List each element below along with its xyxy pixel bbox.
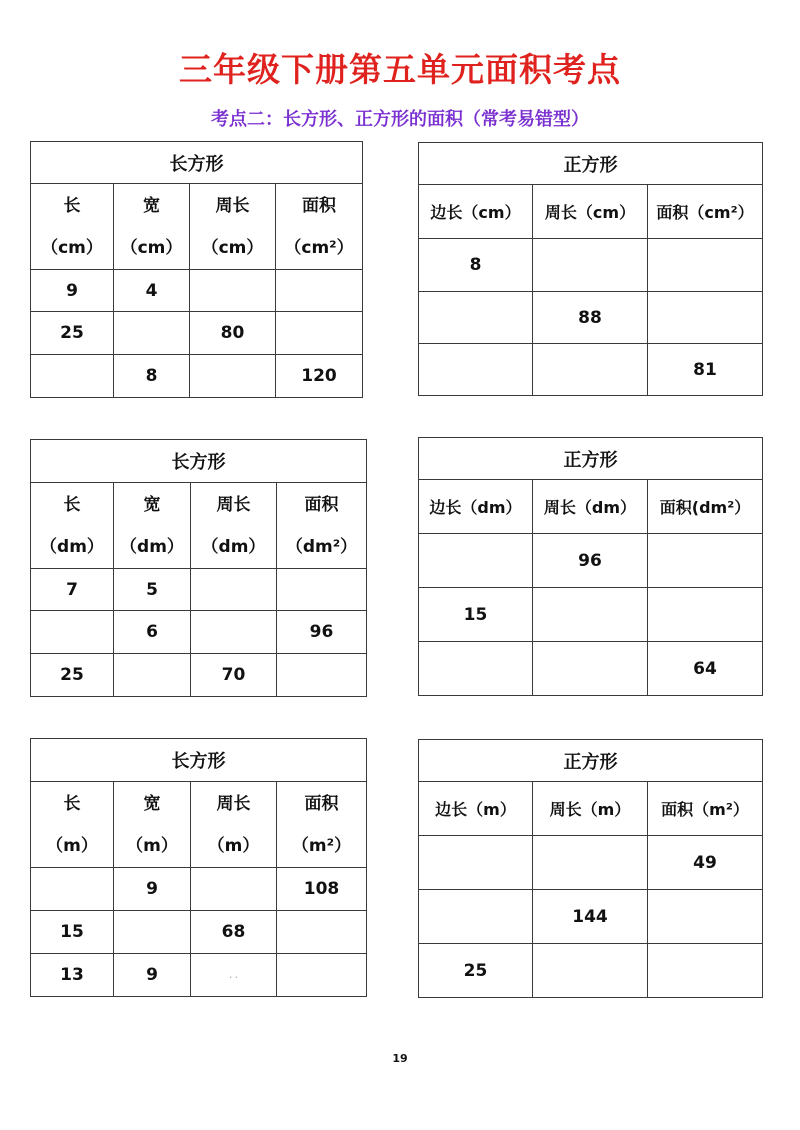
header-perimeter: 周长 （dm） — [191, 483, 277, 569]
cell-width[interactable] — [114, 312, 190, 355]
cell-perimeter[interactable] — [533, 588, 648, 642]
cell-area[interactable]: 120 — [276, 355, 363, 398]
cell-area[interactable] — [277, 954, 367, 997]
rectangle-table-dm — [30, 439, 367, 697]
cell-perimeter[interactable]: 68 — [191, 911, 277, 954]
page-title: 三年级下册第五单元面积考点 — [179, 50, 621, 89]
cell-perimeter[interactable] — [190, 355, 276, 398]
cell-area[interactable]: 49 — [648, 836, 763, 890]
cell-area[interactable]: 108 — [277, 868, 367, 911]
cell-side[interactable] — [419, 890, 533, 944]
section-subtitle: 考点二：长方形、正方形的面积（常考易错型） — [211, 109, 589, 130]
cell-perimeter[interactable]: 80 — [190, 312, 276, 355]
table-row — [31, 954, 367, 997]
cell-width[interactable]: 8 — [114, 355, 190, 398]
cell-perimeter[interactable]: 144 — [533, 890, 648, 944]
cell-length[interactable]: 15 — [31, 911, 114, 954]
cell-perimeter[interactable] — [533, 239, 648, 292]
cell-area[interactable]: 81 — [648, 344, 763, 396]
cell-area[interactable] — [277, 569, 367, 611]
cell-length[interactable]: 7 — [31, 569, 114, 611]
cell-width[interactable]: 9 — [114, 868, 191, 911]
cell-width[interactable]: 4 — [114, 270, 190, 312]
cell-side[interactable] — [419, 292, 533, 344]
cell-area[interactable] — [276, 312, 363, 355]
cell-area[interactable] — [648, 534, 763, 588]
cell-length[interactable]: 9 — [31, 270, 114, 312]
square-table-dm — [418, 437, 763, 696]
cell-length[interactable]: 13 — [31, 954, 114, 997]
cell-perimeter[interactable] — [190, 270, 276, 312]
table-caption: 正方形 — [419, 438, 763, 480]
rectangle-table-cm — [30, 141, 363, 398]
cell-width[interactable]: 5 — [114, 569, 191, 611]
cell-width[interactable]: 9 — [114, 954, 191, 997]
table-row — [419, 642, 763, 696]
header-width: 宽 （cm） — [114, 184, 190, 270]
cell-area[interactable] — [648, 944, 763, 998]
table-row — [419, 344, 763, 396]
cell-perimeter[interactable] — [191, 954, 277, 997]
cell-area[interactable] — [648, 292, 763, 344]
header-perimeter: 周长（cm） — [533, 185, 648, 239]
smudge-mark: · · — [229, 973, 238, 982]
header-area: 面积(dm²） — [648, 480, 763, 534]
header-width: 宽 （m） — [114, 782, 191, 868]
cell-length[interactable]: 25 — [31, 312, 114, 355]
cell-width[interactable] — [114, 654, 191, 697]
table-row — [419, 534, 763, 588]
header-area: 面积 （dm²） — [277, 483, 367, 569]
cell-side[interactable]: 8 — [419, 239, 533, 292]
cell-length[interactable]: 25 — [31, 654, 114, 697]
square-table-cm — [418, 142, 763, 396]
cell-perimeter[interactable]: 96 — [533, 534, 648, 588]
header-area: 面积 （cm²） — [276, 184, 363, 270]
table-row — [31, 569, 367, 611]
cell-side[interactable]: 25 — [419, 944, 533, 998]
header-side: 边长（dm） — [419, 480, 533, 534]
table-row — [31, 312, 363, 355]
cell-width[interactable] — [114, 911, 191, 954]
page-number: 19 — [392, 1052, 408, 1065]
cell-length[interactable] — [31, 355, 114, 398]
header-side: 边长（m） — [419, 782, 533, 836]
header-area: 面积（cm²） — [648, 185, 763, 239]
header-length: 长 （dm） — [31, 483, 114, 569]
table-row — [31, 911, 367, 954]
cell-perimeter[interactable] — [533, 642, 648, 696]
cell-side[interactable] — [419, 642, 533, 696]
header-length: 长 （cm） — [31, 184, 114, 270]
cell-perimeter[interactable] — [191, 868, 277, 911]
cell-length[interactable] — [31, 611, 114, 654]
cell-area[interactable]: 64 — [648, 642, 763, 696]
cell-perimeter[interactable] — [191, 611, 277, 654]
table-row — [31, 270, 363, 312]
cell-side[interactable] — [419, 344, 533, 396]
table-row — [419, 239, 763, 292]
cell-side[interactable] — [419, 836, 533, 890]
table-row — [31, 611, 367, 654]
header-perimeter: 周长（dm） — [533, 480, 648, 534]
cell-perimeter[interactable] — [533, 836, 648, 890]
header-perimeter: 周长（m） — [533, 782, 648, 836]
square-table-m — [418, 739, 763, 998]
cell-side[interactable] — [419, 534, 533, 588]
table-row — [419, 944, 763, 998]
cell-area[interactable] — [648, 890, 763, 944]
table-row — [419, 890, 763, 944]
cell-side[interactable]: 15 — [419, 588, 533, 642]
table-row — [419, 836, 763, 890]
cell-perimeter[interactable] — [533, 944, 648, 998]
table-caption: 长方形 — [31, 739, 367, 782]
table-row — [419, 588, 763, 642]
cell-area[interactable] — [276, 270, 363, 312]
header-side: 边长（cm） — [419, 185, 533, 239]
rectangle-table-m — [30, 738, 367, 997]
cell-perimeter[interactable] — [533, 344, 648, 396]
cell-perimeter[interactable] — [191, 569, 277, 611]
cell-length[interactable] — [31, 868, 114, 911]
cell-area[interactable] — [277, 654, 367, 697]
header-perimeter: 周长 （m） — [191, 782, 277, 868]
header-area: 面积（m²） — [648, 782, 763, 836]
cell-area[interactable] — [648, 239, 763, 292]
header-width: 宽 （dm） — [114, 483, 191, 569]
cell-area[interactable]: 96 — [277, 611, 367, 654]
header-length: 长 （m） — [31, 782, 114, 868]
header-area: 面积 （m²） — [277, 782, 367, 868]
cell-area[interactable] — [648, 588, 763, 642]
header-perimeter: 周长 （cm） — [190, 184, 276, 270]
table-caption: 正方形 — [419, 143, 763, 185]
cell-perimeter[interactable]: 88 — [533, 292, 648, 344]
cell-perimeter[interactable]: 70 — [191, 654, 277, 697]
table-row — [31, 654, 367, 697]
table-row — [419, 292, 763, 344]
cell-width[interactable]: 6 — [114, 611, 191, 654]
table-caption: 长方形 — [31, 440, 367, 483]
table-caption: 长方形 — [31, 142, 363, 184]
table-row — [31, 868, 367, 911]
cell-area[interactable] — [277, 911, 367, 954]
table-row — [31, 355, 363, 398]
table-caption: 正方形 — [419, 740, 763, 782]
